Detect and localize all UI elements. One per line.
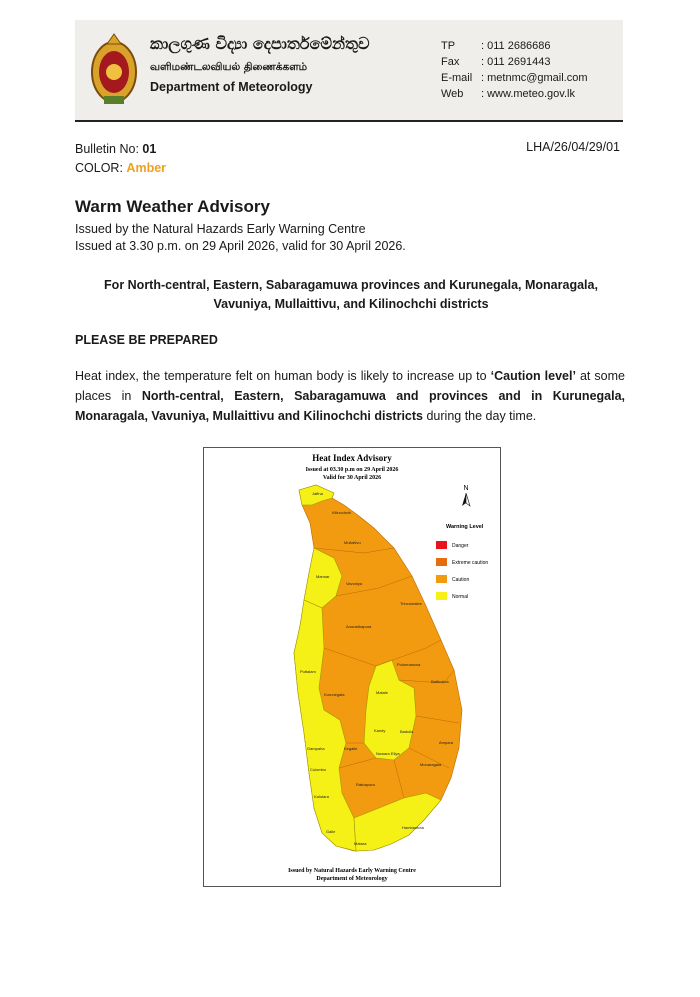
contact-value[interactable]: : metnmc@gmail.com [481,72,588,84]
org-name-tamil: வளிமண்டலவியல் திணைக்களம் [150,61,308,73]
contact-email [441,70,588,86]
map-footer-issuer: Issued by Natural Hazards Early Warning Centre [288,868,416,874]
bulletin-color-line [75,159,166,178]
contact-label: TP [441,40,456,52]
contact-web [441,86,588,102]
contact-label: E-mail [441,72,473,84]
map-valid: Valid for 30 April 2026 [322,475,382,481]
north-arrow-icon [462,485,470,506]
map-issued: Issued at 03.30 p.m on 29 April 2026 [305,467,399,473]
contact-value: : 011 2686686 [481,40,551,52]
legend-item-extreme-caution [436,558,488,566]
label-puttalam: Puttalam [300,669,316,674]
body-bold: North-central, Eastern, Sabaragamuwa and provinces and in Kurunegala, Monaragala, Vavuniya, Mullaittivu and Kilinochchi districts [75,389,626,423]
bulletin-color-label: COLOR: [75,161,123,175]
label-mullaitivu: Mullaitivu [344,540,361,545]
advisory-body [75,366,625,426]
advisory-issued-info [75,221,406,255]
legend-swatch [436,592,447,600]
letterhead [75,20,623,122]
bulletin-number-line [75,140,166,159]
map-legend [436,524,488,600]
label-matale: Matale [376,690,389,695]
advisory-title: Warm Weather Advisory [75,197,270,216]
legend-swatch [436,541,447,549]
legend-swatch [436,558,447,566]
regions-line: For North-central, Eastern, Sabaragamuwa provinces and Kurunegala, Monaragala, [104,278,598,292]
prepare-heading: PLEASE BE PREPARED [75,333,218,347]
label-kalutara: Kalutara [314,794,329,799]
bulletin-reference: LHA/26/04/29/01 [526,140,620,154]
label-kegalle: Kegalle [344,746,358,751]
label-kurunegala: Kurunegala [324,692,345,697]
bulletin-number-label: Bulletin No: [75,142,139,156]
label-batticaloa: Batticaloa [431,679,449,684]
contact-label: Web [441,88,464,100]
label-galle: Galle [326,829,336,834]
label-anuradhapura: Anuradhapura [346,624,372,629]
contact-value[interactable]: : www.meteo.gov.lk [481,88,575,100]
label-monaragala: Monaragala [420,762,442,767]
org-name-english: Department of Meteorology [150,80,313,94]
body-text: Heat index, the temperature felt on human body is likely to increase up to [75,369,491,383]
issued-line: Issued at 3.30 p.m. on 29 April 2026, valid for 30 April 2026. [75,239,406,253]
sri-lanka-emblem-icon [89,30,139,110]
affected-regions [75,276,627,314]
legend-item-caution [436,575,469,583]
org-name-sinhala: කාලගුණ විද්‍යා දෙපාර්තමේන්තුව [150,34,370,53]
legend-title: Warning Level [446,524,484,530]
label-ratnapura: Ratnapura [356,782,375,787]
body-bold: ‘Caution level’ [490,369,576,383]
legend-swatch [436,575,447,583]
label-polonnaruwa: Polonnaruwa [397,662,421,667]
label-ampara: Ampara [439,740,454,745]
legend-item-normal [436,592,468,600]
legend-label: Normal [452,594,469,600]
label-kilinochchi: Kilinochchi [332,510,352,515]
contact-tp [441,38,588,54]
label-mannar: Mannar [316,574,330,579]
label-gampaha: Gampaha [307,746,325,751]
map-footer-department: Department of Meteorology [316,876,388,882]
label-colombo: Colombo [310,767,327,772]
label-badulla: Badulla [400,729,414,734]
map-title: Heat Index Advisory [312,453,392,463]
issuer-line: Issued by the Natural Hazards Early Warning Centre [75,222,366,236]
regions-line: Vavuniya, Mullaittivu, and Kilinochchi districts [213,297,489,311]
contact-label: Fax [441,56,460,68]
label-vavuniya: Vavuniya [346,581,363,586]
north-label: N [463,485,469,492]
bulletin-color: Amber [126,161,167,175]
contact-block [441,38,588,102]
bulletin-meta [75,140,166,178]
label-hambantota: Hambantota [402,825,424,830]
body-text: during the day time. [423,409,537,423]
label-nuwara-eliya: Nuwara Eliya [376,751,400,756]
label-kandy: Kandy [374,728,386,733]
legend-label: Caution [452,577,470,583]
label-jaffna: Jaffna [312,491,323,496]
contact-fax [441,54,588,70]
body-text: at some places in [75,369,625,403]
organization-name [150,34,369,94]
contact-value: : 011 2691443 [481,56,551,68]
label-matara: Matara [354,841,367,846]
heat-index-map-svg [204,448,500,886]
label-trincomalee: Trincomalee [400,601,422,606]
heat-index-map [203,447,501,887]
legend-label: Extreme caution [452,560,489,566]
bulletin-number: 01 [142,142,157,156]
legend-item-danger [436,541,469,549]
legend-label: Danger [452,543,469,549]
